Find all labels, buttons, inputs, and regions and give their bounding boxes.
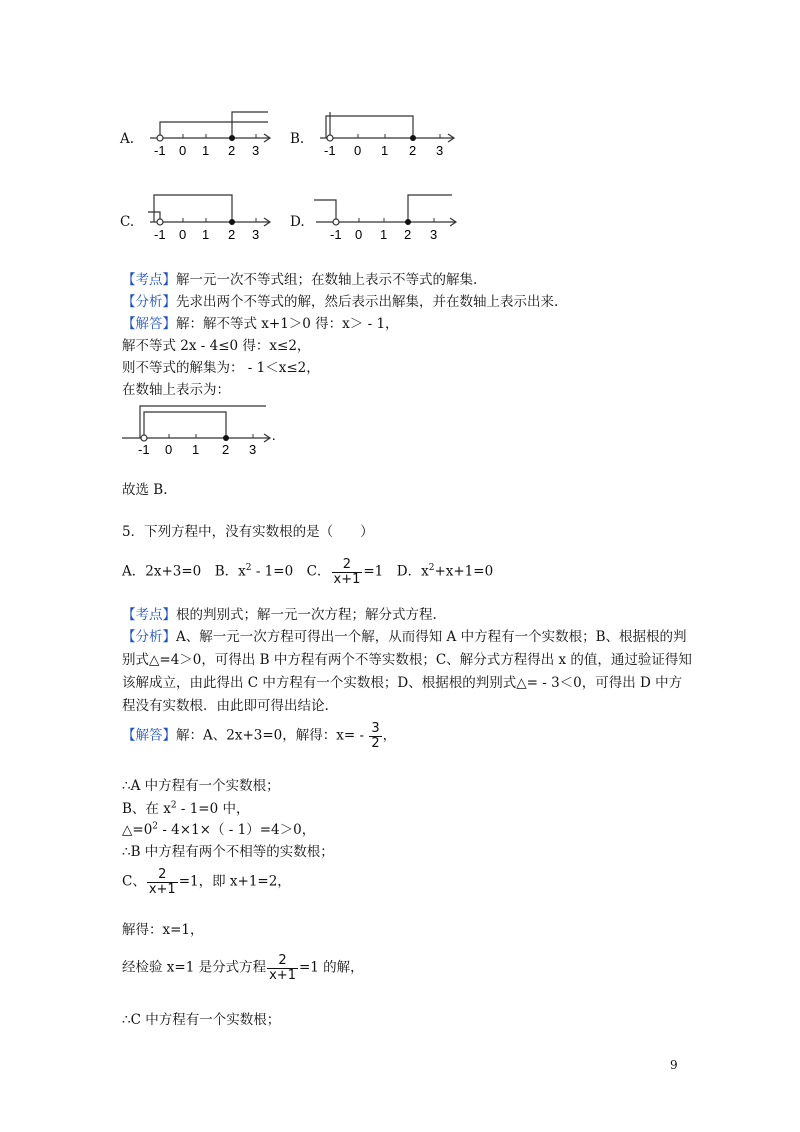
- tick-label: -1: [330, 227, 342, 242]
- tick-label: 2: [222, 442, 230, 457]
- q5-line-c1: [122, 868, 291, 896]
- tick-label: 0: [355, 227, 363, 242]
- tick-label: 1: [202, 227, 210, 242]
- jieda-text: 解：A、2x+3=0，解得：x= -: [176, 727, 369, 744]
- tick-label: -1: [138, 442, 150, 457]
- text: =1，即 x+1=2，: [178, 873, 291, 890]
- number-line-option-a: [146, 108, 276, 160]
- text: =1 的解，: [298, 959, 364, 976]
- tick-label: 0: [354, 143, 362, 158]
- q5-line-b1: [122, 797, 250, 817]
- number-line-option-b: [316, 108, 461, 160]
- option-c-label: C.: [120, 214, 135, 230]
- fraction-numerator: 2: [278, 953, 287, 968]
- fraction-denominator: x+1: [333, 571, 361, 587]
- q5-jieda: [122, 722, 396, 750]
- superscript: 2: [170, 800, 177, 811]
- fenxi-line-1: A、解一元一次方程可得出一个解，从而得知 A 中方程有一个实数根；B、根据根的判: [176, 629, 687, 645]
- fraction-option-c: [332, 558, 363, 586]
- superscript: 2: [428, 563, 435, 574]
- superscript: 2: [245, 563, 252, 574]
- superscript: 2: [152, 821, 159, 832]
- q5-kaodian: [122, 603, 437, 623]
- tick-label: 2: [228, 227, 236, 242]
- jieda-end: ，: [382, 727, 397, 744]
- q4-line4: 在数轴上表示为：: [122, 382, 230, 398]
- q5-option-b-rest: - 1=0 C．: [251, 563, 331, 580]
- tick-label: 0: [179, 227, 187, 242]
- option-b-label: B.: [290, 131, 305, 147]
- number-line-option-d: [312, 192, 462, 244]
- tick-label: 3: [252, 143, 260, 158]
- fraction-numerator: 2: [342, 557, 352, 572]
- fraction-denominator: x+1: [269, 967, 296, 983]
- tick-label: 0: [179, 143, 187, 158]
- q5-fenxi-line-4: 程没有实数根．由此即可得出结论.: [122, 698, 329, 714]
- q5-question: 5．下列方程中，没有实数根的是（ ）: [122, 524, 374, 540]
- tick-label: 1: [202, 143, 210, 158]
- tick-label: -1: [154, 143, 166, 158]
- q5-fenxi-line-2: 别式△=4＞0，可得出 B 中方程有两个不等实数根；C、解分式方程得出 x 的值，通过验证得知: [122, 652, 692, 668]
- number-line-option-c: [146, 192, 276, 244]
- tick-label: 2: [404, 227, 412, 242]
- fraction-denominator: x+1: [148, 881, 176, 897]
- fraction-c-check: [267, 954, 298, 982]
- text: C、: [122, 873, 146, 890]
- jieda-tag: 【解答】: [122, 316, 176, 332]
- text: B、在 x: [122, 801, 171, 817]
- tick-label: -1: [324, 143, 336, 158]
- q5-line-c4: ∴C 中方程有一个实数根；: [122, 1012, 281, 1028]
- q4-answer: 故选 B.: [122, 482, 168, 498]
- q5-line-c3: [122, 954, 364, 982]
- q4-fenxi: [122, 290, 558, 310]
- fenxi-tag: 【分析】: [122, 629, 176, 645]
- q5-option-d-rest: +x+1=0: [434, 563, 494, 580]
- q5-option-c-rest: =1 D．x: [363, 563, 429, 580]
- q5-line-a: ∴A 中方程有一个实数根；: [122, 778, 280, 794]
- tick-label: 3: [252, 227, 260, 242]
- number-line-answer: [120, 402, 280, 458]
- fenxi-text: 先求出两个不等式的解，然后表示出解集，并在数轴上表示出来.: [176, 294, 559, 310]
- fraction-numerator: 3: [371, 721, 380, 736]
- text: 经检验 x=1 是分式方程: [122, 959, 267, 976]
- option-a-label: A.: [120, 131, 135, 147]
- tick-label: 3: [436, 143, 444, 158]
- q5-option-a-b: A．2x+3=0 B．x: [122, 563, 246, 580]
- q4-jieda: [122, 312, 399, 332]
- q5-line-b3: ∴B 中方程有两个不相等的实数根；: [122, 844, 334, 860]
- text: - 1=0 中，: [176, 801, 250, 817]
- kaodian-tag: 【考点】: [122, 607, 176, 623]
- q4-kaodian: [122, 268, 477, 288]
- tick-label: 1: [380, 227, 388, 242]
- q5-fenxi: [122, 625, 687, 645]
- q5-options: [122, 558, 493, 586]
- q4-line3: 则不等式的解集为： - 1＜x≤2，: [122, 360, 320, 376]
- fraction-solution: [369, 722, 381, 750]
- tick-label: -1: [154, 227, 166, 242]
- tick-label: 3: [249, 442, 257, 457]
- kaodian-tag: 【考点】: [122, 272, 176, 288]
- kaodian-text: 解一元一次不等式组；在数轴上表示不等式的解集.: [176, 272, 478, 288]
- fenxi-tag: 【分析】: [122, 294, 176, 310]
- answer-dot: .: [272, 429, 276, 444]
- tick-label: 0: [165, 442, 173, 457]
- option-d-label: D.: [290, 214, 305, 230]
- tick-label: 1: [381, 143, 389, 158]
- jieda-text: 解：解不等式 x+1＞0 得：x＞ - 1，: [176, 316, 399, 332]
- q5-line-b2: [122, 818, 315, 838]
- tick-label: 2: [409, 143, 417, 158]
- fraction-numerator: 2: [158, 867, 167, 882]
- fraction-c: [147, 868, 178, 896]
- tick-label: 1: [192, 442, 200, 457]
- jieda-tag: 【解答】: [122, 727, 176, 744]
- tick-label: 2: [228, 143, 236, 158]
- text: △=0: [122, 822, 153, 838]
- q5-line-c2: 解得：x=1，: [122, 922, 204, 938]
- kaodian-text: 根的判别式；解一元一次方程；解分式方程.: [176, 607, 437, 623]
- q4-line2: 解不等式 2x - 4≤0 得：x≤2，: [122, 338, 311, 354]
- fraction-denominator: 2: [371, 735, 380, 751]
- text: - 4×1×（ - 1）=4＞0，: [158, 822, 316, 838]
- tick-label: 3: [430, 227, 438, 242]
- q5-fenxi-line-3: 该解成立，由此得出 C 中方程有一个实数根；D、根据根的判别式△= - 3＜0，可得出 D 中方: [122, 675, 683, 691]
- page-number: 9: [670, 1058, 678, 1072]
